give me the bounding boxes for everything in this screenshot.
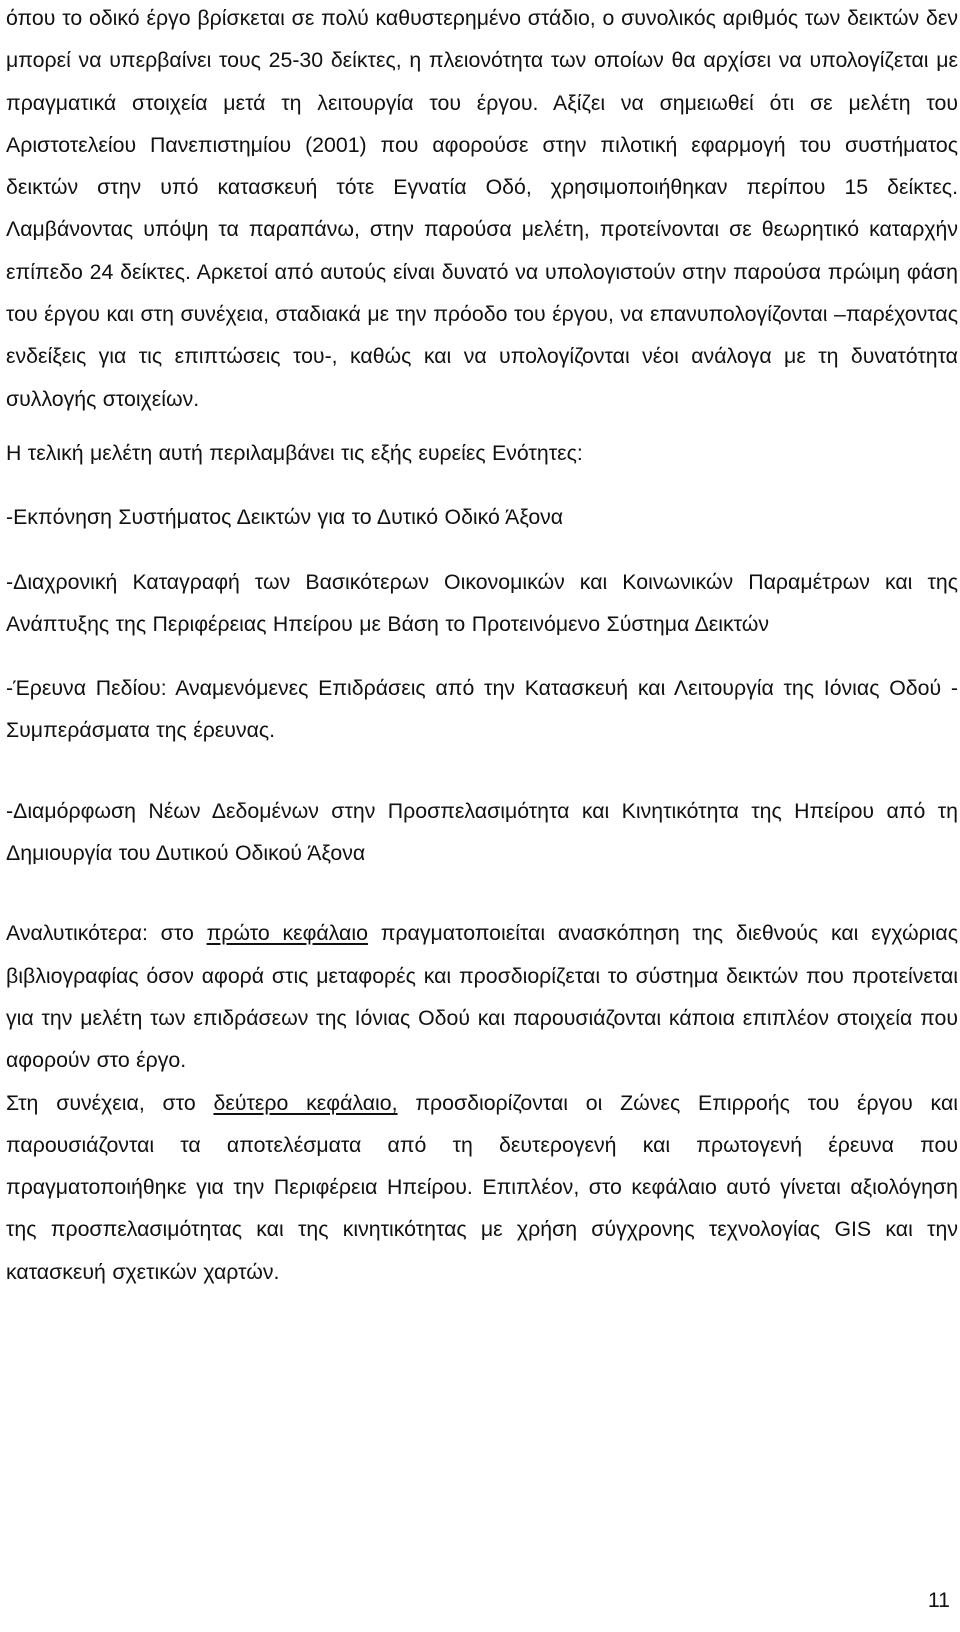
chapter1-text-after: πραγματοποιείται ανασκόπηση της διεθνούς και εγχώριας βιβλιογραφίας όσον αφορά στις μεταφορές και προσδιορίζεται το σύστημα δεικτών που προτείνεται για την μελέτη των επιδράσεων της Ιόνιας Οδού και παρουσιάζονται κάποια επιπλέον στοιχεία που αφορούν στο έργο. <box>6 921 958 1073</box>
chapter2-text-after: προσδιορίζονται οι Ζώνες Επιρροής του έργου και παρουσιάζονται τα αποτελέσματα από τη δευτερογενή και πρωτογενή έρευνα που πραγματοποιήθηκε για την Περιφέρεια Ηπείρου. Επιπλέον, στο κεφάλαιο αυτό γίνεται αξιολόγηση της προσπελασιμότητας και της κινητικότητας με χρήση σύγχρονης τεχνολογίας GIS και την κατασκευή σχετικών χαρτών. <box>6 1090 958 1284</box>
intro-paragraph: όπου το οδικό έργο βρίσκεται σε πολύ καθυστερημένο στάδιο, ο συνολικός αριθμός των δεικτών δεν μπορεί να υπερβαίνει τους 25-30 δείκτες, η πλειονότητα των οποίων θα αρχίσει να υπολογίζεται με πραγματικά στοιχεία μετά τη λειτουργία του έργου. Αξίζει να σημειωθεί ότι σε μελέτη του Αριστοτελείου Πανεπιστημίου (2001) που αφορούσε στην πιλοτική εφαρμογή του συστήματος δεικτών στην υπό κατασκευή τότε Εγνατία Οδό, χρησιμοποιήθηκαν περίπου 15 δείκτες. Λαμβάνοντας υπόψη τα παραπάνω, στην παρούσα μελέτη, προτείνονται σε θεωρητικό καταρχήν επίπεδο 24 δείκτες. Αρκετοί από αυτούς είναι δυνατό να υπολογιστούν στην παρούσα πρώιμη φάση του έργου και στη συνέχεια, σταδιακά με την πρόοδο του έργου, να επανυπολογίζονται –παρέχοντας ενδείξεις για τις επιπτώσεις του-, καθώς και να υπολογίζονται νέοι ανάλογα με τη δυνατότητα συλλογής στοιχείων. <box>6 6 958 411</box>
chapter2-paragraph <box>6 1082 958 1293</box>
document-page <box>6 0 958 1293</box>
chapter2-link: δεύτερο κεφάλαιο, <box>213 1090 398 1115</box>
section-item: -Έρευνα Πεδίου: Αναμενόμενες Επιδράσεις από την Κατασκευή και Λειτουργία της Ιόνιας Οδού - Συμπεράσματα της έρευνας. <box>6 676 958 743</box>
chapter1-paragraph <box>6 912 958 1081</box>
chapter1-link: πρώτο κεφάλαιο <box>206 921 368 946</box>
page-number: 11 <box>927 1588 950 1612</box>
section-item: -Διαχρονική Καταγραφή των Βασικότερων Οικονομικών και Κοινωνικών Παραμέτρων και της Ανάπτυξης της Περιφέρειας Ηπείρου με Βάση το Προτεινόμενο Σύστημα Δεικτών <box>6 569 958 636</box>
chapter1-text-before: Αναλυτικότερα: στο <box>6 921 207 946</box>
sections-intro: Η τελική μελέτη αυτή περιλαμβάνει τις εξής ευρείες Ενότητες: <box>6 440 583 465</box>
chapter2-text-before: Στη συνέχεια, στο <box>6 1090 214 1115</box>
section-item: -Διαμόρφωση Νέων Δεδομένων στην Προσπελασιμότητα και Κινητικότητα της Ηπείρου από τη Δημιουργία του Δυτικού Οδικού Άξονα <box>6 798 958 866</box>
section-item: -Εκπόνηση Συστήματος Δεικτών για το Δυτικό Οδικό Άξονα <box>6 505 564 530</box>
